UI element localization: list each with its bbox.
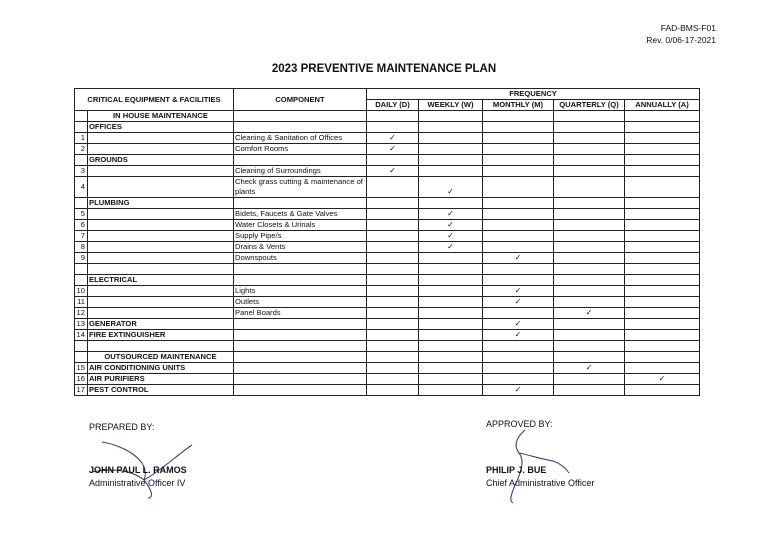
frequency-cell [554,177,625,198]
frequency-cell [419,330,483,341]
check-mark: ✓ [483,330,554,341]
frequency-cell [625,385,700,396]
check-mark: ✓ [367,144,419,155]
table-row [75,319,700,330]
equipment-cell [88,286,234,297]
header-critical-equipment: CRITICAL EQUIPMENT & FACILITIES [75,89,234,111]
table-row [75,374,700,385]
frequency-cell [419,166,483,177]
approved-by-label: APPROVED BY: [486,419,553,429]
component-cell: Lights [234,286,367,297]
component-cell [234,374,367,385]
frequency-cell [483,363,554,374]
row-number: 13 [75,319,88,330]
frequency-cell [367,297,419,308]
check-mark: ✓ [419,231,483,242]
frequency-cell [419,286,483,297]
frequency-cell [554,220,625,231]
blank-row [75,264,700,275]
table-row [75,385,700,396]
frequency-cell [367,319,419,330]
frequency-cell [367,242,419,253]
frequency-cell [554,385,625,396]
frequency-cell [419,319,483,330]
equipment-cell [88,242,234,253]
row-number: 17 [75,385,88,396]
row-number: 1 [75,133,88,144]
table-row [75,133,700,144]
frequency-cell [367,330,419,341]
table-row [75,166,700,177]
frequency-cell [483,209,554,220]
frequency-cell [483,177,554,198]
section-row [75,122,700,133]
header-frequency: FREQUENCY [367,89,700,100]
check-mark: ✓ [483,253,554,264]
frequency-cell [625,319,700,330]
header-component: COMPONENT [234,89,367,111]
frequency-cell [625,297,700,308]
equipment-cell: AIR CONDITIONING UNITS [88,363,234,374]
check-mark: ✓ [419,209,483,220]
check-mark: ✓ [483,297,554,308]
frequency-cell [367,253,419,264]
section-row [75,155,700,166]
table-row [75,231,700,242]
row-number: 9 [75,253,88,264]
row-number: 8 [75,242,88,253]
frequency-cell [625,308,700,319]
equipment-cell [88,144,234,155]
frequency-cell [483,231,554,242]
frequency-cell [367,308,419,319]
prepared-name: JOHN PAUL L. RAMOS [89,465,187,475]
component-cell: Water Closets & Urinals [234,220,367,231]
frequency-cell [625,286,700,297]
check-mark: ✓ [483,286,554,297]
table-row [75,209,700,220]
table-row [75,177,700,198]
frequency-cell [367,385,419,396]
table-row [75,253,700,264]
frequency-cell [554,242,625,253]
frequency-cell [554,374,625,385]
check-mark: ✓ [419,177,483,198]
component-cell [234,385,367,396]
frequency-cell [419,308,483,319]
equipment-cell [88,297,234,308]
frequency-cell [554,286,625,297]
section-plumbing: PLUMBING [88,198,234,209]
table-row [75,363,700,374]
header-weekly: WEEKLY (W) [419,100,483,111]
check-mark: ✓ [419,242,483,253]
frequency-cell [483,144,554,155]
table-row [75,242,700,253]
equipment-cell [88,220,234,231]
frequency-cell [625,330,700,341]
frequency-cell [367,220,419,231]
row-number: 12 [75,308,88,319]
equipment-cell: PEST CONTROL [88,385,234,396]
component-cell: Supply Pipe/s [234,231,367,242]
frequency-cell [625,363,700,374]
frequency-cell [554,166,625,177]
equipment-cell [88,231,234,242]
table-row [75,144,700,155]
component-cell: Bidets, Faucets & Gate Valves [234,209,367,220]
frequency-cell [419,363,483,374]
row-number: 16 [75,374,88,385]
section-row [75,198,700,209]
maintenance-table [74,88,700,396]
row-number: 15 [75,363,88,374]
frequency-cell [554,319,625,330]
header-daily: DAILY (D) [367,100,419,111]
header-monthly: MONTHLY (M) [483,100,554,111]
frequency-cell [367,374,419,385]
section-grounds: GROUNDS [88,155,234,166]
approved-position: Chief Administrative Officer [486,478,595,488]
frequency-cell [419,374,483,385]
frequency-cell [367,209,419,220]
section-outsourced: OUTSOURCED MAINTENANCE [88,352,234,363]
frequency-cell [625,177,700,198]
header-annually: ANNUALLY (A) [625,100,700,111]
frequency-cell [419,385,483,396]
equipment-cell [88,253,234,264]
equipment-cell [88,308,234,319]
frequency-cell [483,374,554,385]
frequency-cell [554,133,625,144]
frequency-cell [625,231,700,242]
frequency-cell [367,231,419,242]
frequency-cell [483,308,554,319]
frequency-cell [419,144,483,155]
section-offices: OFFICES [88,122,234,133]
section-row [75,111,700,122]
frequency-cell [554,253,625,264]
component-cell: Cleaning of Surroundings [234,166,367,177]
component-cell: Outlets [234,297,367,308]
component-cell [234,363,367,374]
blank-row [75,341,700,352]
frequency-cell [554,297,625,308]
table-row [75,297,700,308]
frequency-cell [483,242,554,253]
page-title: 2023 PREVENTIVE MAINTENANCE PLAN [271,63,497,75]
row-number: 2 [75,144,88,155]
frequency-cell [367,177,419,198]
frequency-cell [625,144,700,155]
header-quarterly: QUARTERLY (Q) [554,100,625,111]
document-code [646,22,716,46]
table-row [75,308,700,319]
equipment-cell: AIR PURIFIERS [88,374,234,385]
row-number: 6 [75,220,88,231]
frequency-cell [625,242,700,253]
prepared-position: Administrative Officer IV [89,478,186,488]
frequency-cell [554,231,625,242]
table-row [75,330,700,341]
section-row [75,352,700,363]
check-mark: ✓ [483,319,554,330]
frequency-cell [419,253,483,264]
revision: Rev. 0/06-17-2021 [646,35,716,45]
prepared-by-label: PREPARED BY: [89,422,155,432]
section-electrical: ELECTRICAL [88,275,234,286]
check-mark: ✓ [367,166,419,177]
frequency-cell [554,144,625,155]
row-number: 14 [75,330,88,341]
frequency-cell [554,330,625,341]
row-number: 10 [75,286,88,297]
check-mark: ✓ [367,133,419,144]
approved-name: PHILIP J. BUE [486,465,547,475]
frequency-cell [419,133,483,144]
frequency-cell [419,297,483,308]
equipment-cell: GENERATOR [88,319,234,330]
row-number: 3 [75,166,88,177]
table-row [75,220,700,231]
frequency-cell [625,133,700,144]
check-mark: ✓ [419,220,483,231]
check-mark: ✓ [554,363,625,374]
equipment-cell: FIRE EXTINGUISHER [88,330,234,341]
component-cell: Comfort Rooms [234,144,367,155]
frequency-cell [483,166,554,177]
component-cell: Panel Boards [234,308,367,319]
component-cell: Downspouts [234,253,367,264]
component-cell: Check grass cutting & maintenance of plants [234,177,367,198]
equipment-cell [88,177,234,198]
frequency-cell [367,286,419,297]
component-cell: Drains & Vents [234,242,367,253]
row-number: 5 [75,209,88,220]
frequency-cell [625,253,700,264]
check-mark: ✓ [483,385,554,396]
frequency-cell [554,209,625,220]
equipment-cell [88,209,234,220]
component-cell [234,330,367,341]
table-row [75,286,700,297]
equipment-cell [88,133,234,144]
equipment-cell [88,166,234,177]
component-cell: Cleaning & Sanitation of Offices [234,133,367,144]
frequency-cell [367,363,419,374]
frequency-cell [625,166,700,177]
frequency-cell [483,220,554,231]
component-cell [234,319,367,330]
check-mark: ✓ [625,374,700,385]
row-number: 7 [75,231,88,242]
frequency-cell [483,133,554,144]
section-in-house: IN HOUSE MAINTENANCE [88,111,234,122]
frequency-cell [625,220,700,231]
frequency-cell [625,209,700,220]
row-number: 4 [75,177,88,198]
check-mark: ✓ [554,308,625,319]
section-row [75,275,700,286]
form-code: FAD-BMS-F01 [660,23,716,33]
row-number: 11 [75,297,88,308]
